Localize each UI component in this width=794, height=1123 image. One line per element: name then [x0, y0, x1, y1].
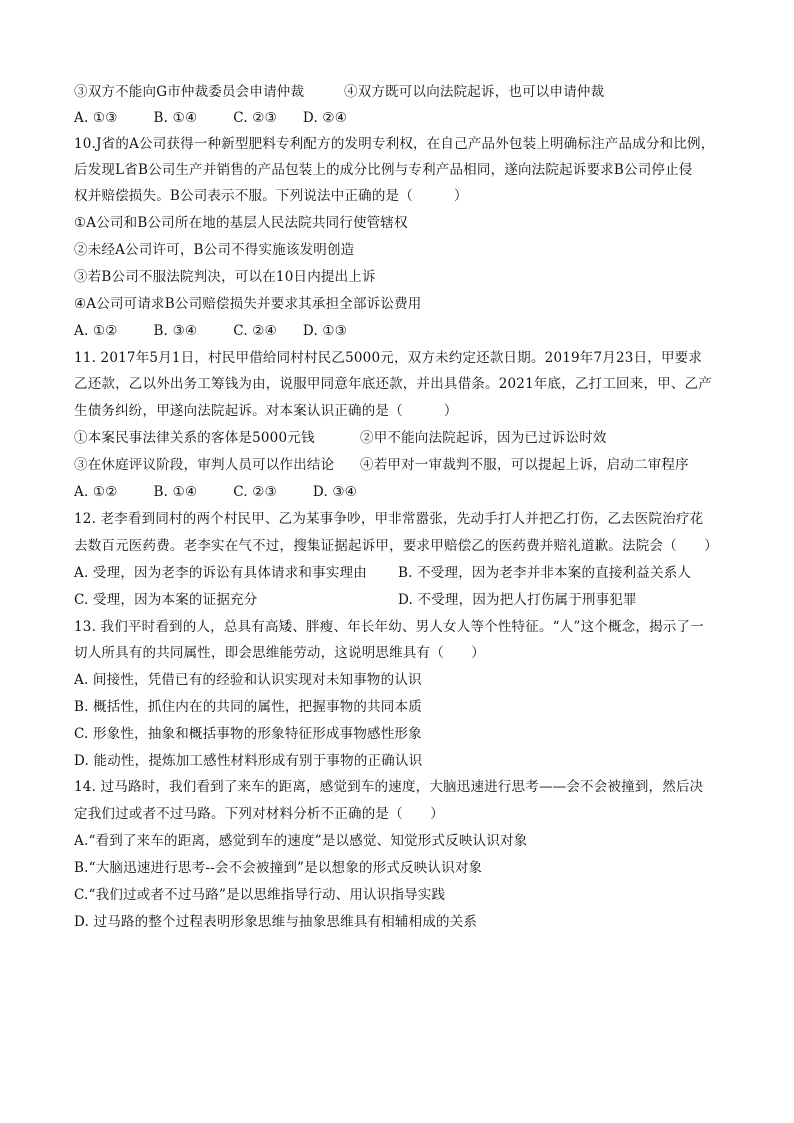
- question-10-stem-line-2: 后发现L省B公司生产并销售的产品包装上的成分比例与专利产品相同，遂向法院起诉要求B公司停止侵: [74, 162, 693, 178]
- option-c[interactable]: C.“我们过或者不过马路”是以思维指导行动、用认识指导实践: [74, 887, 446, 903]
- option-d[interactable]: D. 能动性，提炼加工感性材料形成有别于事物的正确认识: [74, 753, 423, 769]
- question-12-stem-line-1: 12. 老李看到同村的两个村民甲、乙为某事争吵，甲非常嚣张，先动手打人并把乙打伤，乙去医院治疗花: [74, 511, 704, 527]
- statement-row: [74, 82, 724, 102]
- option-d[interactable]: D. ①③: [302, 323, 348, 339]
- option-c[interactable]: C. 形象性，抽象和概括事物的形象特征形成事物感性形象: [74, 726, 422, 742]
- options-row: [74, 590, 724, 610]
- option-b[interactable]: B. 概括性，抓住内在的共同的属性，把握事物的共同本质: [74, 699, 422, 715]
- option-c[interactable]: C. ②④: [233, 323, 277, 339]
- statement-4: ④A公司可请求B公司赔偿损失并要求其承担全部诉讼费用: [74, 296, 422, 312]
- option-d[interactable]: D. 过马路的整个过程表明形象思维与抽象思维具有相辅相成的关系: [74, 914, 478, 930]
- statement-2: ②甲不能向法院起诉，因为已过诉讼时效: [360, 430, 607, 446]
- option-b[interactable]: B. ③④: [153, 323, 198, 339]
- option-c[interactable]: C. ②③: [233, 110, 277, 126]
- option-a[interactable]: A. ①③: [74, 110, 118, 126]
- option-a[interactable]: A. ①②: [74, 484, 118, 500]
- question-11-stem-line-1: 11. 2017年5月1日，村民甲借给同村村民乙5000元，双方未约定还款日期。2019年7月23日，甲要求: [74, 350, 703, 366]
- question-13-stem-line-1: 13. 我们平时看到的人，总具有高矮、胖瘦、年长年幼、男人女人等个性特征。“人”这个概念，揭示了一: [74, 619, 704, 635]
- statement-row: [74, 428, 724, 448]
- statement-2: ②未经A公司许可，B公司不得实施该发明创造: [74, 242, 355, 258]
- question-10-stem-line-1: 10.J省的A公司获得一种新型肥料专利配方的发明专利权，在自己产品外包装上明确标注产品成分和比例，: [74, 136, 715, 152]
- statement-row: [74, 455, 724, 475]
- statement-3: ③若B公司不服法院判决，可以在10日内提出上诉: [74, 269, 376, 285]
- option-b[interactable]: B.“大脑迅速进行思考--会不会被撞到”是以想象的形式反映认识对象: [74, 860, 483, 876]
- question-14-stem-line-1: 14. 过马路时，我们看到了来车的距离，感觉到车的速度，大脑迅速进行思考——会不会被撞到，然后决: [74, 779, 704, 795]
- option-d[interactable]: D. ③④: [312, 484, 358, 500]
- option-c[interactable]: C. 受理，因为本案的证据充分: [74, 592, 258, 608]
- options-row: [74, 563, 724, 583]
- options-row: [74, 482, 724, 502]
- question-11-stem-line-2: 乙还款，乙以外出务工筹钱为由，说服甲同意年底还款，并出具借条。2021年底，乙打工回来，甲、乙产: [74, 376, 712, 392]
- option-b[interactable]: B. ①④: [153, 110, 198, 126]
- option-a[interactable]: A. ①②: [74, 323, 118, 339]
- option-d[interactable]: D. 不受理，因为把人打伤属于刑事犯罪: [398, 592, 637, 608]
- question-13-stem-line-2: 切人所具有的共同属性，即会思维能劳动，这说明思维具有（ ）: [74, 645, 485, 661]
- question-14-stem-line-2: 定我们过或者不过马路。下列对材料分析不正确的是（ ）: [74, 806, 444, 822]
- statement-1: ①本案民事法律关系的客体是5000元钱: [74, 430, 315, 446]
- option-c[interactable]: C. ②③: [233, 484, 277, 500]
- option-a[interactable]: A.“看到了来车的距离，感觉到车的速度”是以感觉、知觉形式反映认识对象: [74, 833, 528, 849]
- option-a[interactable]: A. 间接性，凭借已有的经验和认识实现对未知事物的认识: [74, 672, 422, 688]
- options-row: [74, 321, 724, 341]
- option-a[interactable]: A. 受理，因为老李的诉讼有具体请求和事实理由: [74, 565, 367, 581]
- option-d[interactable]: D. ②④: [302, 110, 348, 126]
- statement-3: ③在休庭评议阶段，审判人员可以作出结论: [74, 457, 335, 473]
- option-b[interactable]: B. ①④: [153, 484, 198, 500]
- question-10-stem-line-3: 权并赔偿损失。B公司表示不服。下列说法中正确的是（ ）: [74, 188, 468, 204]
- question-11-stem-line-3: 生债务纠纷，甲遂向法院起诉。对本案认识正确的是（ ）: [74, 403, 458, 419]
- options-row: [74, 108, 724, 128]
- question-12-stem-line-2: 去数百元医药费。老李实在气不过，搜集证据起诉甲，要求甲赔偿乙的医药费并赔礼道歉。法院会（ ）: [74, 538, 718, 554]
- statement-1: ①A公司和B公司所在地的基层人民法院共同行使管辖权: [74, 215, 408, 231]
- statement-4: ④双方既可以向法院起诉，也可以申请仲裁: [344, 84, 605, 100]
- option-b[interactable]: B. 不受理，因为老李并非本案的直接利益关系人: [398, 565, 692, 581]
- statement-4: ④若甲对一审裁判不服，可以提起上诉，启动二审程序: [360, 457, 689, 473]
- statement-3: ③双方不能向G市仲裁委员会申请仲裁: [74, 84, 305, 100]
